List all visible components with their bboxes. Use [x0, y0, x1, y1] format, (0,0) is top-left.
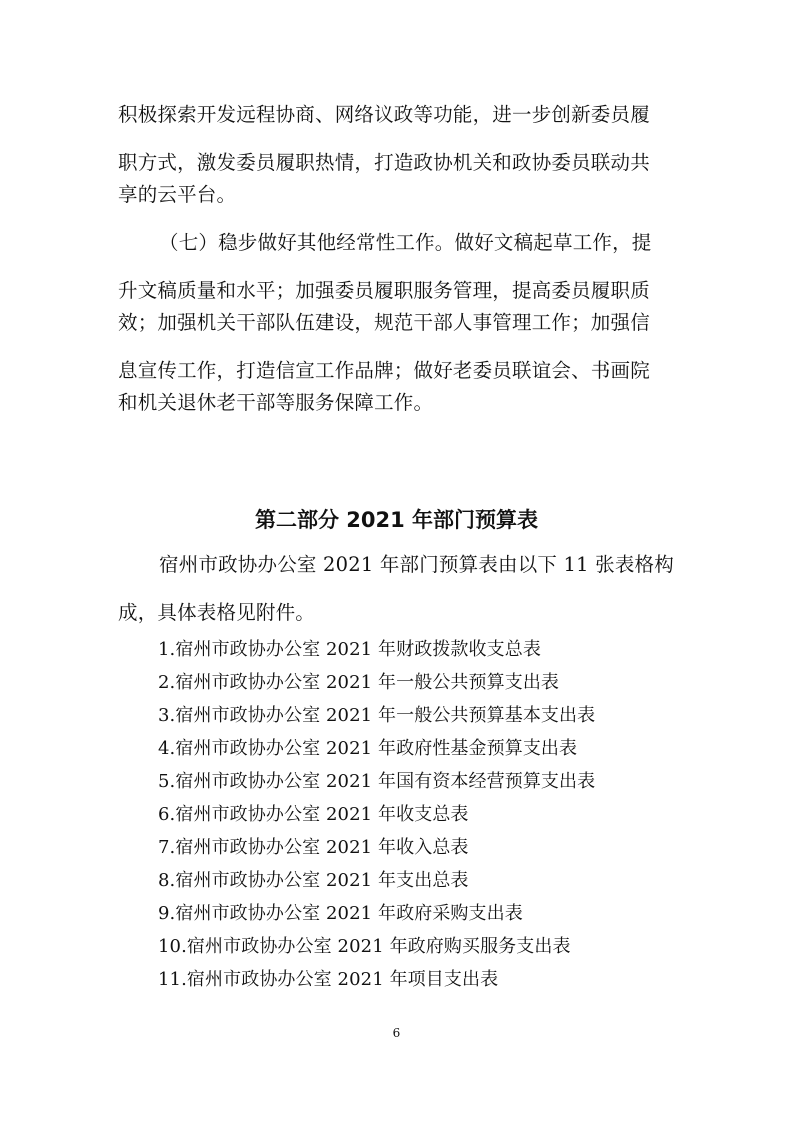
table-list-item-3: 3.宿州市政协办公室 2021 年一般公共预算基本支出表 — [158, 705, 596, 726]
table-list-item-5: 5.宿州市政协办公室 2021 年国有资本经营预算支出表 — [158, 771, 596, 792]
table-list-item-9: 9.宿州市政协办公室 2021 年政府采购支出表 — [158, 903, 523, 924]
part-two-heading: 第二部分 2021 年部门预算表 — [254, 508, 539, 532]
table-list-item-6: 6.宿州市政协办公室 2021 年收支总表 — [158, 804, 469, 825]
page-number: 6 — [392, 1026, 401, 1040]
paragraph-2-line-1: （七）稳步做好其他经常性工作。做好文稿起草工作，提 — [159, 231, 652, 254]
paragraph-2-line-5: 和机关退休老干部等服务保障工作。 — [118, 391, 434, 414]
table-list-item-7: 7.宿州市政协办公室 2021 年收入总表 — [158, 837, 469, 858]
table-list-item-1: 1.宿州市政协办公室 2021 年财政拨款收支总表 — [158, 639, 541, 660]
table-list-item-10: 10.宿州市政协办公室 2021 年政府购买服务支出表 — [158, 936, 571, 957]
intro-line-2: 成，具体表格见附件。 — [118, 601, 316, 624]
table-list-item-8: 8.宿州市政协办公室 2021 年支出总表 — [158, 870, 469, 891]
table-list-item-11: 11.宿州市政协办公室 2021 年项目支出表 — [158, 969, 499, 990]
intro-line-1: 宿州市政协办公室 2021 年部门预算表由以下 11 张表格构 — [159, 553, 674, 576]
paragraph-1-line-1: 积极探索开发远程协商、网络议政等功能，进一步创新委员履 — [118, 103, 650, 126]
paragraph-1-line-3: 享的云平台。 — [118, 183, 237, 206]
paragraph-2-line-2: 升文稿质量和水平；加强委员履职服务管理，提高委员履职质 — [118, 279, 650, 302]
table-list-item-2: 2.宿州市政协办公室 2021 年一般公共预算支出表 — [158, 672, 560, 693]
paragraph-1-line-2: 职方式，激发委员履职热情，打造政协机关和政协委员联动共 — [118, 151, 650, 174]
table-list-item-4: 4.宿州市政协办公室 2021 年政府性基金预算支出表 — [158, 738, 578, 759]
paragraph-2-line-3: 效；加强机关干部队伍建设，规范干部人事管理工作；加强信 — [118, 311, 650, 334]
paragraph-2-line-4: 息宣传工作，打造信宣工作品牌；做好老委员联谊会、书画院 — [118, 359, 650, 382]
